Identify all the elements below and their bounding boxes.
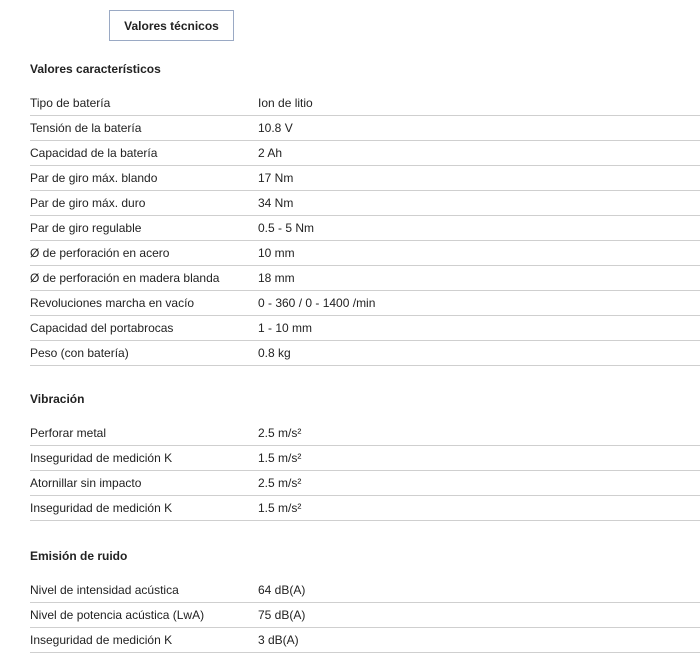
spec-row <box>30 628 700 653</box>
spec-value: 64 dB(A) <box>258 583 306 597</box>
spec-row <box>30 471 700 496</box>
spec-row <box>30 91 700 116</box>
spec-value: 34 Nm <box>258 196 294 210</box>
spec-section-vibracion <box>30 366 700 521</box>
spec-value: 10.8 V <box>258 121 293 135</box>
spec-row <box>30 116 700 141</box>
spec-row <box>30 603 700 628</box>
spec-label: Perforar metal <box>30 426 107 440</box>
spec-row <box>30 191 700 216</box>
spec-row <box>30 446 700 471</box>
spec-row <box>30 216 700 241</box>
spec-value: 10 mm <box>258 246 295 260</box>
spec-row <box>30 341 700 366</box>
spec-value: 2 Ah <box>258 146 283 160</box>
spec-value: 17 Nm <box>258 171 294 185</box>
technical-specs <box>0 44 700 653</box>
spec-label: Nivel de potencia acústica (LwA) <box>30 608 205 622</box>
spec-section-emision-de-ruido <box>30 521 700 653</box>
spec-row <box>30 316 700 341</box>
spec-table <box>30 578 700 653</box>
spec-row <box>30 166 700 191</box>
section-title: Valores característicos <box>30 62 161 76</box>
spec-label: Ø de perforación en madera blanda <box>30 271 220 285</box>
spec-row <box>30 496 700 521</box>
spec-row <box>30 141 700 166</box>
spec-section-valores-caracteristicos <box>30 44 700 366</box>
spec-label: Capacidad del portabrocas <box>30 321 174 335</box>
spec-value: 18 mm <box>258 271 295 285</box>
spec-label: Inseguridad de medición K <box>30 633 173 647</box>
spec-label: Inseguridad de medición K <box>30 501 173 515</box>
spec-row <box>30 241 700 266</box>
section-title: Emisión de ruido <box>30 549 128 563</box>
spec-label: Capacidad de la batería <box>30 146 158 160</box>
spec-label: Par de giro regulable <box>30 221 142 235</box>
tab-bar <box>0 0 700 44</box>
spec-value: 2.5 m/s² <box>258 476 302 490</box>
spec-value: 0 - 360 / 0 - 1400 /min <box>258 296 376 310</box>
spec-label: Tipo de batería <box>30 96 111 110</box>
spec-row <box>30 421 700 446</box>
spec-value: 1.5 m/s² <box>258 501 302 515</box>
spec-label: Ø de perforación en acero <box>30 246 170 260</box>
spec-value: 1.5 m/s² <box>258 451 302 465</box>
spec-label: Par de giro máx. blando <box>30 171 158 185</box>
spec-table <box>30 91 700 366</box>
spec-value: 75 dB(A) <box>258 608 306 622</box>
tab-valores-tecnicos[interactable]: Valores técnicos <box>109 10 234 41</box>
spec-value: Ion de litio <box>258 96 313 110</box>
spec-value: 3 dB(A) <box>258 633 299 647</box>
spec-value: 1 - 10 mm <box>258 321 313 335</box>
spec-label: Inseguridad de medición K <box>30 451 173 465</box>
spec-value: 0.8 kg <box>258 346 291 360</box>
spec-value: 0.5 - 5 Nm <box>258 221 315 235</box>
section-title: Vibración <box>30 392 85 406</box>
spec-value: 2.5 m/s² <box>258 426 302 440</box>
spec-label: Atornillar sin impacto <box>30 476 142 490</box>
spec-label: Tensión de la batería <box>30 121 142 135</box>
spec-label: Revoluciones marcha en vacío <box>30 296 195 310</box>
spec-label: Par de giro máx. duro <box>30 196 146 210</box>
spec-row <box>30 291 700 316</box>
spec-row <box>30 578 700 603</box>
spec-label: Peso (con batería) <box>30 346 129 360</box>
spec-row <box>30 266 700 291</box>
spec-label: Nivel de intensidad acústica <box>30 583 179 597</box>
spec-table <box>30 421 700 521</box>
